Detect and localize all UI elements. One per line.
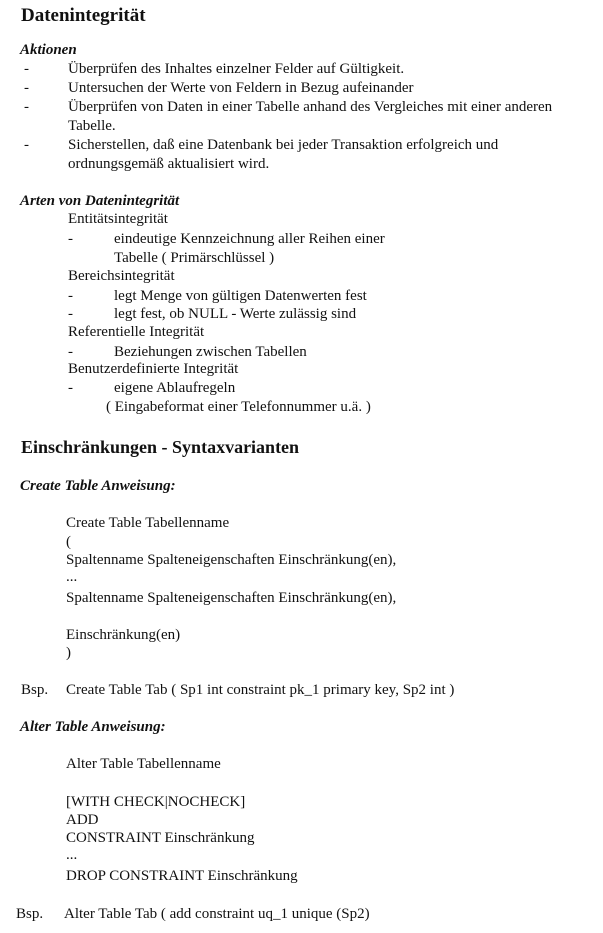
section-heading-syntax: Einschränkungen - Syntaxvarianten [21,437,300,457]
aktionen-item-continued: Tabelle. [68,118,116,134]
page-title: Datenintegrität [21,5,146,26]
syntax-line: Alter Table Tabellenname [66,756,221,772]
section-title-aktionen: Aktionen [20,42,77,58]
bullet-dash: - [68,344,73,360]
integrity-type-label: Bereichsintegrität [68,268,175,284]
integrity-type-item: legt Menge von gültigen Datenwerten fest [114,288,367,304]
syntax-line: Create Table Tabellenname [66,515,230,531]
aktionen-item: Überprüfen des Inhaltes einzelner Felder auf Gültigkeit. [68,61,405,77]
integrity-type-item-continued: Tabelle ( Primärschlüssel ) [114,250,275,266]
aktionen-item: Untersuchen der Werte von Feldern in Bezug aufeinander [68,80,414,96]
syntax-line: ( [66,534,71,550]
aktionen-item-continued: ordnungsgemäß aktualisiert wird. [68,156,270,172]
syntax-line: [WITH CHECK|NOCHECK] [66,794,246,810]
section-title-alter-table: Alter Table Anweisung: [20,719,166,735]
integrity-type-item: eigene Ablaufregeln [114,380,236,396]
syntax-line: ) [66,645,71,661]
bullet-dash: - [24,61,29,77]
integrity-type-label: Entitätsintegrität [68,211,168,227]
syntax-line: ADD [66,812,99,828]
bullet-dash: - [24,80,29,96]
integrity-type-item: Beziehungen zwischen Tabellen [114,344,307,360]
syntax-line: ... [66,569,78,585]
example-label: Bsp. [21,682,49,698]
integrity-type-item: eindeutige Kennzeichnung aller Reihen einer [114,231,385,247]
syntax-line: ... [66,847,78,863]
syntax-line: CONSTRAINT Einschränkung [66,830,255,846]
integrity-type-item-continued: ( Eingabeformat einer Telefonnummer u.ä. ) [106,399,371,415]
aktionen-item: Überprüfen von Daten in einer Tabelle anhand des Vergleiches mit einer anderen [68,99,553,115]
section-title-create-table: Create Table Anweisung: [20,478,176,494]
bullet-dash: - [24,99,29,115]
bullet-dash: - [68,306,73,322]
section-title-arten: Arten von Datenintegrität [20,193,180,209]
example-code: Create Table Tab ( Sp1 int constraint pk_1 primary key, Sp2 int ) [66,682,455,698]
syntax-line: Einschränkung(en) [66,627,181,643]
syntax-line: Spaltenname Spalteneigenschaften Einschränkung(en), [66,590,397,606]
bullet-dash: - [68,380,73,396]
example-code: Alter Table Tab ( add constraint uq_1 unique (Sp2) [64,906,370,922]
bullet-dash: - [24,137,29,153]
bullet-dash: - [68,288,73,304]
integrity-type-label: Benutzerdefinierte Integrität [68,361,239,377]
bullet-dash: - [68,231,73,247]
integrity-type-item: legt fest, ob NULL - Werte zulässig sind [114,306,357,322]
syntax-line: Spaltenname Spalteneigenschaften Einschränkung(en), [66,552,397,568]
example-label: Bsp. [16,906,44,922]
aktionen-item: Sicherstellen, daß eine Datenbank bei jeder Transaktion erfolgreich und [68,137,499,153]
syntax-line: DROP CONSTRAINT Einschränkung [66,868,298,884]
integrity-type-label: Referentielle Integrität [68,324,205,340]
